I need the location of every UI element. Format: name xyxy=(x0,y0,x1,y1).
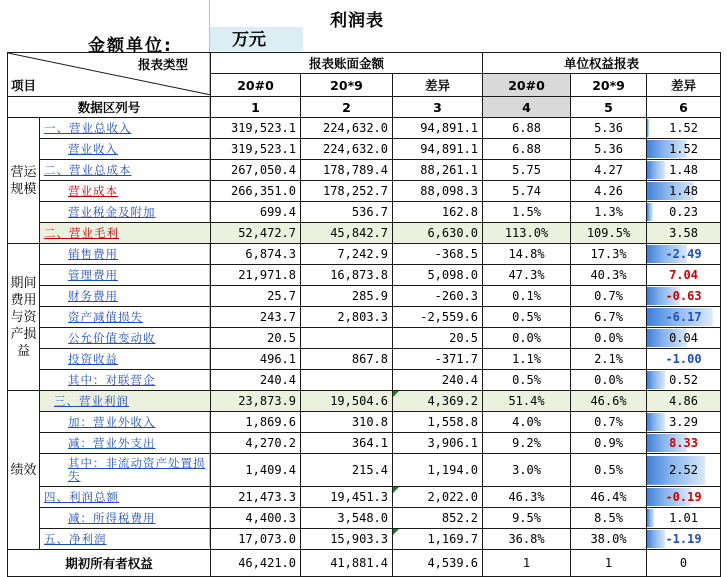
table-row xyxy=(8,391,721,412)
footer-cell-col-1: 46,421.0 xyxy=(211,550,301,577)
table-row xyxy=(8,244,721,265)
row-label-link[interactable]: 管理费用 xyxy=(68,268,118,282)
col-header-5: 20*9 xyxy=(571,74,647,97)
cell-col-3: -368.5 xyxy=(393,244,483,265)
unit-label: 金额单位: xyxy=(88,36,173,56)
row-label-link[interactable]: 四、利润总额 xyxy=(44,490,119,504)
cell-col-5: 0.7% xyxy=(571,412,647,433)
cell-col-4: 47.3% xyxy=(483,265,571,286)
income-statement-table xyxy=(7,52,721,577)
cell-col-2: 7,242.9 xyxy=(301,244,393,265)
cell-col-4: 1.5% xyxy=(483,202,571,223)
cell-col-1: 52,472.7 xyxy=(211,223,301,244)
cell-col-5: 0.0% xyxy=(571,328,647,349)
cell-col-1: 1,869.6 xyxy=(211,412,301,433)
row-label-link[interactable]: 销售费用 xyxy=(68,247,118,261)
cell-col-2: 224,632.0 xyxy=(301,139,393,160)
cell-col-3: 240.4 xyxy=(393,370,483,391)
cell-col-4: 113.0% xyxy=(483,223,571,244)
row-label-cell xyxy=(40,370,211,391)
cell-col-1: 319,523.1 xyxy=(211,139,301,160)
cell-col-2: 178,789.4 xyxy=(301,160,393,181)
row-label-link[interactable]: 财务费用 xyxy=(68,289,118,303)
cell-col-3 xyxy=(393,529,483,550)
cell-col-6: -0.19 xyxy=(647,487,721,508)
row-label-link[interactable]: 营业收入 xyxy=(68,142,118,156)
cell-col-2: 224,632.0 xyxy=(301,118,393,139)
cell-col-3: 5,098.0 xyxy=(393,265,483,286)
cell-col-1: 496.1 xyxy=(211,349,301,370)
row-label-cell xyxy=(40,160,211,181)
cell-col-3: 94,891.1 xyxy=(393,139,483,160)
cell-col-6: 1.01 xyxy=(647,508,721,529)
row-label-cell xyxy=(40,508,211,529)
cell-col-4: 4.0% xyxy=(483,412,571,433)
col-header-3: 差异 xyxy=(393,74,483,97)
cell-col-3: 6,630.0 xyxy=(393,223,483,244)
cell-value: 4,369.2 xyxy=(427,394,479,408)
footer-cell-col-2: 41,881.4 xyxy=(301,550,393,577)
cell-col-1: 1,409.4 xyxy=(211,454,301,487)
cell-col-2: 3,548.0 xyxy=(301,508,393,529)
cell-col-3 xyxy=(393,487,483,508)
row-label-cell xyxy=(40,454,211,487)
cell-col-6: 8.33 xyxy=(647,433,721,454)
header-corner xyxy=(8,53,211,97)
row-label-cell xyxy=(40,202,211,223)
table-row xyxy=(8,202,721,223)
cell-col-5: 5.36 xyxy=(571,139,647,160)
table-row xyxy=(8,181,721,202)
footer-row xyxy=(8,550,721,577)
footer-cell-col-6: 0 xyxy=(647,550,721,577)
cell-col-1: 6,874.3 xyxy=(211,244,301,265)
cell-col-6: -1.19 xyxy=(647,529,721,550)
cell-col-2: 19,451.3 xyxy=(301,487,393,508)
cell-col-1: 20.5 xyxy=(211,328,301,349)
footer-cell-col-3: 4,539.6 xyxy=(393,550,483,577)
report-type-label: 报表类型 xyxy=(137,57,188,72)
page-title: 利润表 xyxy=(330,11,384,31)
cell-col-6: 0.04 xyxy=(647,328,721,349)
cell-col-3: 94,891.1 xyxy=(393,118,483,139)
data-col-label: 数据区列号 xyxy=(8,97,211,118)
cell-col-3: 1,194.0 xyxy=(393,454,483,487)
row-label-cell xyxy=(40,265,211,286)
cell-value: 2,022.0 xyxy=(427,490,479,504)
footer-cell-col-5: 1 xyxy=(571,550,647,577)
row-label-link[interactable]: 一、营业总收入 xyxy=(44,121,132,135)
col-header-6: 差异 xyxy=(647,74,721,97)
row-label-cell xyxy=(40,307,211,328)
table-row xyxy=(8,370,721,391)
row-label-cell xyxy=(40,529,211,550)
cell-col-5: 6.7% xyxy=(571,307,647,328)
equity-report-header: 单位权益报表 xyxy=(483,53,721,74)
cell-col-4: 5.74 xyxy=(483,181,571,202)
cell-col-3: -2,559.6 xyxy=(393,307,483,328)
row-label-link[interactable]: 营业税金及附加 xyxy=(68,205,156,219)
row-label-cell xyxy=(40,433,211,454)
col-number-4: 4 xyxy=(483,97,571,118)
table-row xyxy=(8,433,721,454)
cell-col-2: 19,504.6 xyxy=(301,391,393,412)
row-label-link[interactable]: 二、营业毛利 xyxy=(44,226,119,240)
row-label-cell xyxy=(40,139,211,160)
cell-col-5: 8.5% xyxy=(571,508,647,529)
cell-col-6: 7.04 xyxy=(647,265,721,286)
cell-col-2 xyxy=(301,370,393,391)
cell-value: 1,169.7 xyxy=(427,532,479,546)
cell-col-4: 46.3% xyxy=(483,487,571,508)
change-marker-icon xyxy=(393,529,399,535)
cell-col-2 xyxy=(301,328,393,349)
cell-col-2: 178,252.7 xyxy=(301,181,393,202)
cell-col-6: 3.58 xyxy=(647,223,721,244)
unit-value[interactable]: 万元 xyxy=(210,27,303,51)
cell-col-4: 6.88 xyxy=(483,118,571,139)
table-row xyxy=(8,160,721,181)
col-number-2: 2 xyxy=(301,97,393,118)
row-label-cell xyxy=(40,487,211,508)
cell-col-3: 162.8 xyxy=(393,202,483,223)
cell-col-4: 3.0% xyxy=(483,454,571,487)
row-label-link[interactable]: 三、营业利润 xyxy=(54,394,129,408)
cell-col-5: 17.3% xyxy=(571,244,647,265)
change-marker-icon xyxy=(393,391,399,397)
table-row xyxy=(8,139,721,160)
cell-col-1: 21,473.3 xyxy=(211,487,301,508)
cell-col-1: 699.4 xyxy=(211,202,301,223)
cell-col-5: 0.0% xyxy=(571,370,647,391)
cell-col-4: 0.5% xyxy=(483,307,571,328)
table-row xyxy=(8,412,721,433)
cell-col-6: 0.23 xyxy=(647,202,721,223)
cell-col-1: 267,050.4 xyxy=(211,160,301,181)
row-label-link[interactable]: 投资收益 xyxy=(68,352,118,366)
cell-col-1: 25.7 xyxy=(211,286,301,307)
cell-col-6: 2.52 xyxy=(647,454,721,487)
row-label-link[interactable]: 减：营业外支出 xyxy=(68,436,156,450)
cell-col-1: 319,523.1 xyxy=(211,118,301,139)
cell-col-2: 15,903.3 xyxy=(301,529,393,550)
cell-col-4: 0.0% xyxy=(483,328,571,349)
cell-col-3: 20.5 xyxy=(393,328,483,349)
cell-col-5: 46.6% xyxy=(571,391,647,412)
cell-col-6: 1.48 xyxy=(647,181,721,202)
table-row xyxy=(8,454,721,487)
row-label-cell xyxy=(40,181,211,202)
cell-col-1: 4,400.3 xyxy=(211,508,301,529)
cell-col-2: 16,873.8 xyxy=(301,265,393,286)
cell-col-5: 0.7% xyxy=(571,286,647,307)
cell-col-6: 3.29 xyxy=(647,412,721,433)
col-header-1: 20#0 xyxy=(211,74,301,97)
row-label-cell xyxy=(40,223,211,244)
cell-col-3: 88,098.3 xyxy=(393,181,483,202)
cell-col-5: 1.3% xyxy=(571,202,647,223)
book-amount-header: 报表账面金额 xyxy=(211,53,483,74)
cell-col-1: 23,873.9 xyxy=(211,391,301,412)
row-label-link[interactable]: 其中：非流动资产处置损失 xyxy=(68,456,206,483)
row-label-link[interactable]: 减：所得税费用 xyxy=(68,511,156,525)
group-label-g1: 营运规模 xyxy=(8,118,40,244)
cell-col-6: -1.00 xyxy=(647,349,721,370)
cell-col-1: 4,270.2 xyxy=(211,433,301,454)
row-label-cell xyxy=(40,244,211,265)
row-label-link[interactable]: 五、净利润 xyxy=(44,532,107,546)
cell-col-2: 867.8 xyxy=(301,349,393,370)
cell-col-4: 14.8% xyxy=(483,244,571,265)
cell-col-5: 0.9% xyxy=(571,433,647,454)
table-row xyxy=(8,487,721,508)
cell-col-4: 9.5% xyxy=(483,508,571,529)
table-row xyxy=(8,265,721,286)
cell-col-6: 1.48 xyxy=(647,160,721,181)
table-row xyxy=(8,328,721,349)
cell-col-6: -2.49 xyxy=(647,244,721,265)
cell-col-6: 1.52 xyxy=(647,139,721,160)
cell-col-4: 6.88 xyxy=(483,139,571,160)
cell-col-1: 266,351.0 xyxy=(211,181,301,202)
row-label-link[interactable]: 其中：对联营企 xyxy=(68,373,156,387)
col-number-5: 5 xyxy=(571,97,647,118)
row-label-link[interactable]: 加：营业外收入 xyxy=(68,415,156,429)
table-row xyxy=(8,286,721,307)
cell-col-5: 40.3% xyxy=(571,265,647,286)
cell-col-1: 240.4 xyxy=(211,370,301,391)
row-label-cell xyxy=(40,328,211,349)
change-marker-icon xyxy=(393,487,399,493)
cell-col-4: 9.2% xyxy=(483,433,571,454)
cell-col-5: 4.27 xyxy=(571,160,647,181)
cell-col-3: -371.7 xyxy=(393,349,483,370)
cell-col-6: 1.52 xyxy=(647,118,721,139)
cell-col-2: 285.9 xyxy=(301,286,393,307)
cell-col-3: 852.2 xyxy=(393,508,483,529)
group-label-g3: 绩效 xyxy=(8,391,40,550)
row-label-cell xyxy=(40,286,211,307)
cell-col-6: 4.86 xyxy=(647,391,721,412)
cell-col-1: 21,971.8 xyxy=(211,265,301,286)
cell-col-2: 45,842.7 xyxy=(301,223,393,244)
header-row-1 xyxy=(8,53,721,74)
cell-col-2: 2,803.3 xyxy=(301,307,393,328)
cell-col-6: -0.63 xyxy=(647,286,721,307)
cell-col-3: 88,261.1 xyxy=(393,160,483,181)
table-row xyxy=(8,529,721,550)
cell-col-4: 1.1% xyxy=(483,349,571,370)
cell-col-5: 2.1% xyxy=(571,349,647,370)
table-row xyxy=(8,349,721,370)
row-label-cell xyxy=(40,391,211,412)
item-label: 项目 xyxy=(11,78,37,93)
col-number-row xyxy=(8,97,721,118)
row-label-link[interactable]: 资产减值损失 xyxy=(68,310,143,324)
cell-col-6: -6.17 xyxy=(647,307,721,328)
cell-col-5: 4.26 xyxy=(571,181,647,202)
cell-col-5: 0.5% xyxy=(571,454,647,487)
cell-col-5: 5.36 xyxy=(571,118,647,139)
table-row xyxy=(8,223,721,244)
row-label-link[interactable]: 公允价值变动收 xyxy=(68,331,156,345)
cell-col-6: 0.52 xyxy=(647,370,721,391)
cell-col-3: 3,906.1 xyxy=(393,433,483,454)
cell-col-5: 109.5% xyxy=(571,223,647,244)
cell-col-3 xyxy=(393,391,483,412)
row-label-link[interactable]: 营业成本 xyxy=(68,184,118,198)
col-number-1: 1 xyxy=(211,97,301,118)
cell-col-5: 38.0% xyxy=(571,529,647,550)
cell-col-4: 36.8% xyxy=(483,529,571,550)
table-row xyxy=(8,118,721,139)
cell-col-4: 51.4% xyxy=(483,391,571,412)
col-header-4: 20#0 xyxy=(483,74,571,97)
col-number-6: 6 xyxy=(647,97,721,118)
footer-label: 期初所有者权益 xyxy=(8,550,211,577)
cell-col-4: 0.5% xyxy=(483,370,571,391)
cell-col-2: 215.4 xyxy=(301,454,393,487)
row-label-link[interactable]: 二、营业总成本 xyxy=(44,163,132,177)
cell-col-2: 364.1 xyxy=(301,433,393,454)
cell-col-4: 5.75 xyxy=(483,160,571,181)
cell-col-4: 0.1% xyxy=(483,286,571,307)
col-number-3: 3 xyxy=(393,97,483,118)
col-header-2: 20*9 xyxy=(301,74,393,97)
cell-col-2: 536.7 xyxy=(301,202,393,223)
cell-col-1: 17,073.0 xyxy=(211,529,301,550)
cell-col-3: -260.3 xyxy=(393,286,483,307)
group-label-g2: 期间费用与资产损益 xyxy=(8,244,40,391)
row-label-cell xyxy=(40,412,211,433)
table-row xyxy=(8,508,721,529)
row-label-cell xyxy=(40,349,211,370)
cell-col-2: 310.8 xyxy=(301,412,393,433)
table-row xyxy=(8,307,721,328)
cell-col-1: 243.7 xyxy=(211,307,301,328)
cell-col-5: 46.4% xyxy=(571,487,647,508)
cell-col-3: 1,558.8 xyxy=(393,412,483,433)
footer-cell-col-4: 1 xyxy=(483,550,571,577)
row-label-cell xyxy=(40,118,211,139)
